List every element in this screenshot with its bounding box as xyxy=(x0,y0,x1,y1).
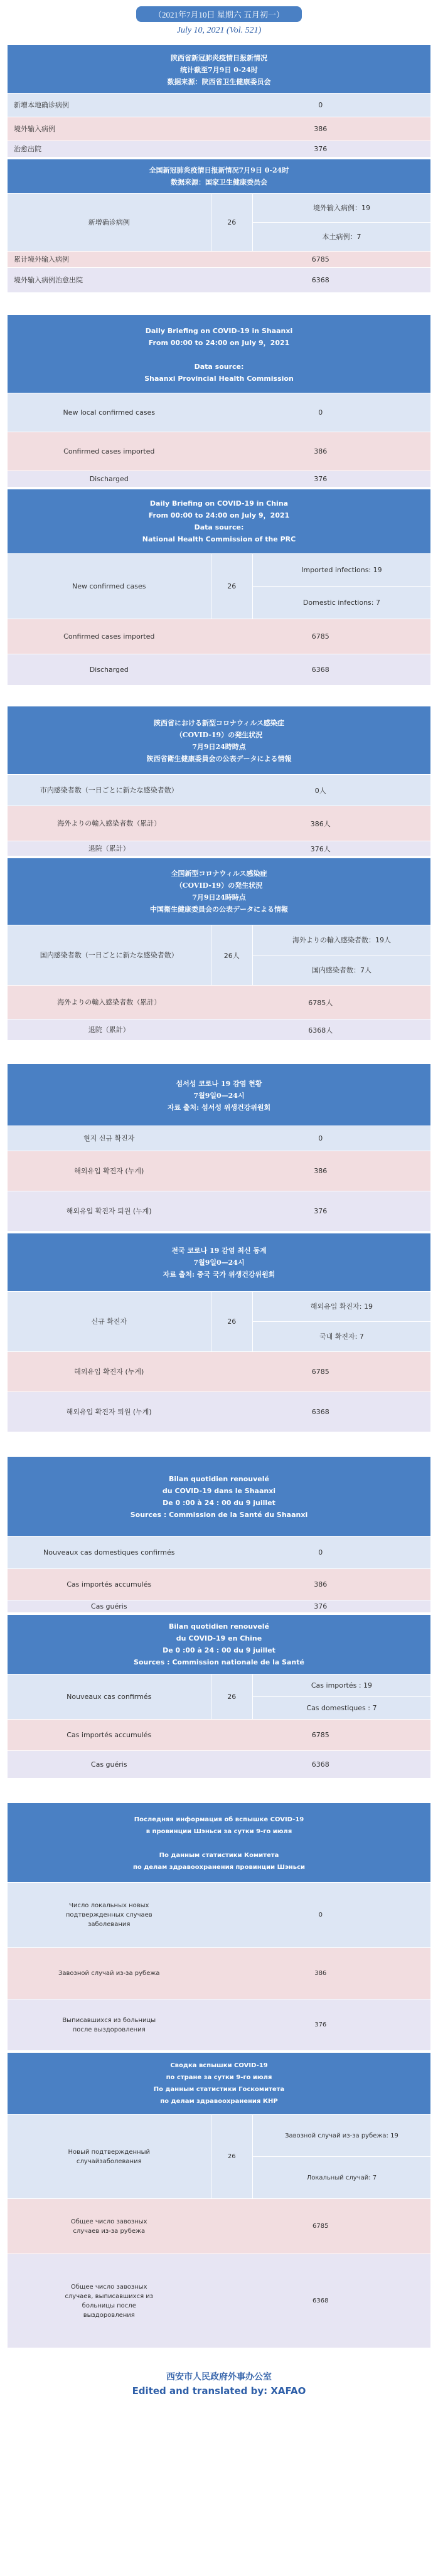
title-line: 统计截至7月9日 0-24时 xyxy=(180,65,258,74)
row-value: 6368 xyxy=(312,2297,329,2304)
fr-shaanxi-row-new-local xyxy=(8,1536,430,1568)
row-label: 累计境外输入病例 xyxy=(14,255,69,263)
row-value: 376人 xyxy=(310,844,331,853)
domestic-count: Domestic infections: 7 xyxy=(253,586,430,619)
row-label: Confirmed cases imported xyxy=(63,447,155,455)
title-line: De 0 :00 à 24 : 00 du 9 juillet xyxy=(163,1499,275,1507)
row-label: Завозной случай из-за рубежа xyxy=(58,1970,160,1977)
row-value: 0 xyxy=(318,408,323,417)
row-value: 0 xyxy=(318,101,323,109)
title-line: 陕西省新冠肺炎疫情日报新情况 xyxy=(171,53,267,62)
title-line: Sources : Commission nationale de la Santé xyxy=(134,1658,304,1666)
new-confirmed-value: 26 xyxy=(211,554,253,619)
ru-shaanxi-row-discharged xyxy=(8,1999,430,2050)
title-line: Data source: xyxy=(194,523,244,531)
new-confirmed-value: 26人 xyxy=(211,925,253,985)
row-label: Общее число завозных случаев, выписавшихся из больницы после выздоровления xyxy=(65,2283,154,2319)
title-line: По данным статистики Госкомитета xyxy=(153,2086,285,2093)
ru-china-row-discharged xyxy=(8,2254,430,2348)
ja-china-title xyxy=(8,856,430,925)
footer-org: 西安市人民政府外事办公室 xyxy=(166,2372,272,2382)
title-line: 7月9日24時時点 xyxy=(192,893,246,902)
ru-section xyxy=(8,1804,430,2348)
row-label: 治愈出院 xyxy=(14,145,41,153)
row-value: 376 xyxy=(314,2021,327,2028)
row-value: 6368 xyxy=(311,1760,329,1769)
new-confirmed-label: Новый подтвержденный случайзаболевания xyxy=(68,2148,150,2165)
row-label: 海外よりの輸入感染者数（累計） xyxy=(57,819,161,828)
row-label: Cas importés accumulés xyxy=(67,1731,152,1739)
new-confirmed-breakdown xyxy=(253,925,430,985)
header xyxy=(0,0,438,39)
title-line: Bilan quotidien renouvelé xyxy=(168,1475,270,1483)
domestic-count: 국내 확진자: 7 xyxy=(253,1321,430,1351)
title-line: Daily Briefing on COVID-19 in China xyxy=(149,499,289,508)
title-line: Data source: xyxy=(194,362,244,371)
title-line: Sources : Commission de la Santé du Shaanxi xyxy=(130,1511,308,1519)
zh-shaanxi-row-discharged xyxy=(8,141,430,157)
title-line: National Health Commission of the PRC xyxy=(142,535,296,543)
zh-china-title xyxy=(8,157,430,193)
row-value: 6368 xyxy=(311,276,329,284)
row-label: 해외유입 확진자 (누계) xyxy=(74,1368,144,1376)
fr-china-row-imported-total xyxy=(8,1719,430,1750)
imported-count: Cas importés : 19 xyxy=(311,1681,373,1690)
en-shaanxi-title xyxy=(8,316,430,393)
imported-count: 海外よりの輸入感染者数：19人 xyxy=(292,936,391,944)
row-label: Cas guéris xyxy=(90,1602,127,1610)
title-line: 数据来源：国家卫生健康委员会 xyxy=(171,178,267,186)
row-value: 6368人 xyxy=(308,1026,333,1035)
row-value: 386人 xyxy=(310,819,331,828)
ja-shaanxi-title xyxy=(8,708,430,774)
zh-section xyxy=(8,46,430,292)
title-line: 7月9日24時時点 xyxy=(192,743,246,751)
new-confirmed-value: 26 xyxy=(211,2115,253,2198)
ja-shaanxi-row-local xyxy=(8,774,430,806)
title-line: 数据来源：陕西省卫生健康委员会 xyxy=(167,77,271,86)
en-section xyxy=(8,316,430,685)
title-line: по стране за сутки 9-го июля xyxy=(166,2074,272,2081)
ru-china-title xyxy=(8,2050,430,2114)
fr-china-new-confirmed xyxy=(8,1674,430,1719)
en-shaanxi-row-imported xyxy=(8,432,430,471)
row-value: 386 xyxy=(314,447,328,455)
ru-shaanxi-title xyxy=(8,1804,430,1882)
footer-credit: Edited and translated by: XAFAO xyxy=(132,2385,306,2397)
title-line: （COVID-19）の発生状況 xyxy=(175,881,263,890)
row-label: 境外输入病例 xyxy=(14,125,55,133)
title-line: 陝西省衛生健康委員会の公表データによる情報 xyxy=(146,755,292,763)
row-label: 해외유입 확진자 퇴원 (누계) xyxy=(66,1408,152,1416)
date-en-subtitle: July 10, 2021 (Vol. 521) xyxy=(176,26,262,35)
en-shaanxi-row-new-local xyxy=(8,393,430,432)
zh-china-new-confirmed xyxy=(8,193,430,251)
ja-shaanxi-row-discharged xyxy=(8,841,430,856)
ko-china-row-imported-total xyxy=(8,1351,430,1392)
row-label: 해외유입 확진자 (누계) xyxy=(74,1167,144,1175)
ko-china-new-confirmed xyxy=(8,1291,430,1351)
row-label: 新增本地确诊病例 xyxy=(14,101,69,109)
new-confirmed-breakdown xyxy=(253,1292,430,1351)
title-line: 全国新冠肺炎疫情日报新情况7月9日 0-24时 xyxy=(149,166,289,174)
row-label: Общее число завозных случаев из-за рубежа xyxy=(70,2218,147,2235)
new-confirmed-breakdown xyxy=(253,1674,430,1719)
en-shaanxi-row-discharged xyxy=(8,471,430,487)
title-line: по делам здравоохранения провинции Шэньси xyxy=(132,1863,306,1871)
ja-shaanxi-row-imported xyxy=(8,806,430,841)
row-label: Discharged xyxy=(89,666,129,674)
title-line: De 0 :00 à 24 : 00 du 9 juillet xyxy=(163,1646,275,1654)
row-label: Discharged xyxy=(89,475,129,483)
fr-china-row-discharged xyxy=(8,1750,430,1778)
row-label: 현지 신규 확진자 xyxy=(83,1134,135,1142)
ko-shaanxi-row-imported xyxy=(8,1151,430,1191)
title-line: 全国新型コロナウィルス感染症 xyxy=(171,870,267,878)
row-label: Выписавшихся из больницы после выздоровления xyxy=(62,2016,156,2033)
ja-china-row-imported-total xyxy=(8,985,430,1019)
row-value: 0人 xyxy=(314,786,326,795)
ru-shaanxi-row-new-local xyxy=(8,1882,430,1947)
new-confirmed-label: New confirmed cases xyxy=(72,582,146,590)
title-line: 7월9일0—24시 xyxy=(193,1258,245,1267)
row-value: 6368 xyxy=(311,1408,329,1416)
row-value: 386 xyxy=(314,125,328,133)
title-line: Bilan quotidien renouvelé xyxy=(168,1622,270,1631)
title-line: From 00:00 to 24:00 on July 9，2021 xyxy=(148,338,290,347)
zh-china-row-imported-total xyxy=(8,251,430,267)
new-confirmed-label: Nouveaux cas confirmés xyxy=(67,1693,152,1701)
row-value: 6785 xyxy=(311,632,329,641)
title-line xyxy=(8,1838,430,1850)
ko-china-row-discharged xyxy=(8,1392,430,1432)
row-value: 0 xyxy=(318,1134,323,1142)
date-cn-banner: （2021年7月10日 星期六 五月初一） xyxy=(136,6,302,22)
row-value: 386 xyxy=(314,1580,328,1589)
title-line: 中国衛生健康委員会の公表データによる情報 xyxy=(150,905,288,913)
ko-shaanxi-row-new-local xyxy=(8,1126,430,1151)
row-value: 0 xyxy=(318,1912,323,1919)
new-confirmed-breakdown xyxy=(253,194,430,251)
row-value: 0 xyxy=(318,1548,323,1557)
ko-china-title xyxy=(8,1231,430,1291)
title-line: 7월9일0—24시 xyxy=(193,1091,245,1100)
title-line: Shaanxi Provincial Health Commission xyxy=(144,374,294,383)
row-label: New local confirmed cases xyxy=(63,408,156,417)
local-count: Локальный случай: 7 xyxy=(253,2156,430,2198)
new-confirmed-breakdown xyxy=(253,2115,430,2198)
row-value: 376 xyxy=(314,475,328,483)
zh-shaanxi-title xyxy=(8,46,430,93)
row-label: 市内感染者数（一日ごとに新たな感染者数） xyxy=(40,786,178,794)
title-line: По данным статистики Комитета xyxy=(159,1851,279,1859)
ja-china-row-discharged xyxy=(8,1019,430,1040)
row-label: 해외유입 확진자 퇴원 (누계) xyxy=(66,1207,152,1215)
title-line: （COVID-19）の発生状況 xyxy=(175,731,263,739)
zh-china-row-discharged xyxy=(8,267,430,292)
row-label: 海外よりの輸入感染者数（累計） xyxy=(57,998,161,1006)
fr-shaanxi-title xyxy=(8,1458,430,1536)
row-label: Cas guéris xyxy=(90,1760,127,1769)
ru-china-new-confirmed xyxy=(8,2114,430,2198)
zh-shaanxi-row-imported xyxy=(8,117,430,141)
row-label: 境外输入病例治愈出院 xyxy=(14,276,83,284)
title-line: du COVID-19 en Chine xyxy=(176,1634,262,1642)
title-line: du COVID-19 dans le Shaanxi xyxy=(162,1487,276,1495)
title-line xyxy=(8,349,430,361)
title-line: 섬서성 코로나 19 감염 현황 xyxy=(176,1079,262,1088)
en-china-row-imported-total xyxy=(8,619,430,654)
imported-count: Завозной случай из-за рубежа: 19 xyxy=(285,2132,398,2139)
new-confirmed-value: 26 xyxy=(211,194,253,251)
fr-shaanxi-row-discharged xyxy=(8,1600,430,1612)
row-value: 6368 xyxy=(311,666,329,674)
en-china-title xyxy=(8,487,430,553)
footer xyxy=(0,2370,438,2397)
row-value: 376 xyxy=(314,1602,328,1610)
title-line: From 00:00 to 24:00 on July 9，2021 xyxy=(148,511,290,519)
zh-shaanxi-row-new-local xyxy=(8,93,430,117)
title-line: в провинции Шэньси за сутки 9-го июля xyxy=(146,1828,292,1835)
new-confirmed-label: 신규 확진자 xyxy=(91,1317,127,1326)
domestic-count: Cas domestiques : 7 xyxy=(253,1696,430,1719)
ko-shaanxi-title xyxy=(8,1065,430,1126)
en-china-new-confirmed xyxy=(8,553,430,619)
title-line: по делам здравоохранения КНР xyxy=(160,2098,278,2105)
ko-section xyxy=(8,1065,430,1432)
local-count: 本土病例：7 xyxy=(253,222,430,251)
new-confirmed-label: 新增确诊病例 xyxy=(88,218,130,226)
row-value: 376 xyxy=(314,1207,328,1215)
row-value: 386 xyxy=(314,1970,327,1977)
row-value: 376 xyxy=(314,145,328,153)
ru-china-row-imported-total xyxy=(8,2198,430,2254)
row-value: 6785人 xyxy=(308,998,333,1007)
new-confirmed-value: 26 xyxy=(211,1292,253,1351)
row-label: 退院（累計） xyxy=(88,844,130,853)
domestic-count: 国内感染者数：7人 xyxy=(253,955,430,985)
title-line: 陝西省における新型コロナウィルス感染症 xyxy=(153,719,284,727)
imported-count: 境外输入病例：19 xyxy=(312,204,370,212)
row-value: 6785 xyxy=(311,255,329,263)
title-line: 자료 출처: 중국 국가 위생건강위원회 xyxy=(163,1270,275,1279)
row-value: 386 xyxy=(314,1167,328,1175)
imported-count: Imported infections: 19 xyxy=(301,566,382,574)
title-line: Последняя информация об вспышке COVID-19 xyxy=(134,1816,304,1823)
title-line: Daily Briefing on COVID-19 in Shaanxi xyxy=(145,326,293,335)
new-confirmed-label: 国内感染者数（一日ごとに新たな感染者数） xyxy=(40,951,178,959)
ru-shaanxi-row-imported xyxy=(8,1947,430,1999)
ja-section xyxy=(8,708,430,1040)
title-line: 전국 코로나 19 감염 최신 동계 xyxy=(171,1246,267,1255)
row-label: Confirmed cases imported xyxy=(63,632,155,641)
row-label: Cas importés accumulés xyxy=(67,1580,152,1589)
row-value: 6785 xyxy=(311,1368,329,1376)
row-value: 6785 xyxy=(311,1731,329,1739)
row-label: Nouveaux cas domestiques confirmés xyxy=(43,1548,175,1557)
row-value: 6785 xyxy=(312,2223,329,2230)
ko-shaanxi-row-discharged xyxy=(8,1191,430,1231)
fr-section xyxy=(8,1458,430,1778)
imported-count: 해외유입 확진자: 19 xyxy=(310,1302,373,1311)
title-line: Сводка вспышки COVID-19 xyxy=(170,2062,268,2069)
row-label: 退院（累計） xyxy=(88,1026,130,1034)
ja-china-new-confirmed xyxy=(8,925,430,985)
title-line: 자료 출처: 섬서성 위생건강위원회 xyxy=(167,1103,271,1112)
new-confirmed-breakdown xyxy=(253,554,430,619)
fr-shaanxi-row-imported xyxy=(8,1568,430,1600)
new-confirmed-value: 26 xyxy=(211,1674,253,1719)
row-label: Число локальных новых подтвержденных случаев заболевания xyxy=(65,1902,152,1928)
en-china-row-discharged xyxy=(8,654,430,685)
fr-china-title xyxy=(8,1612,430,1674)
